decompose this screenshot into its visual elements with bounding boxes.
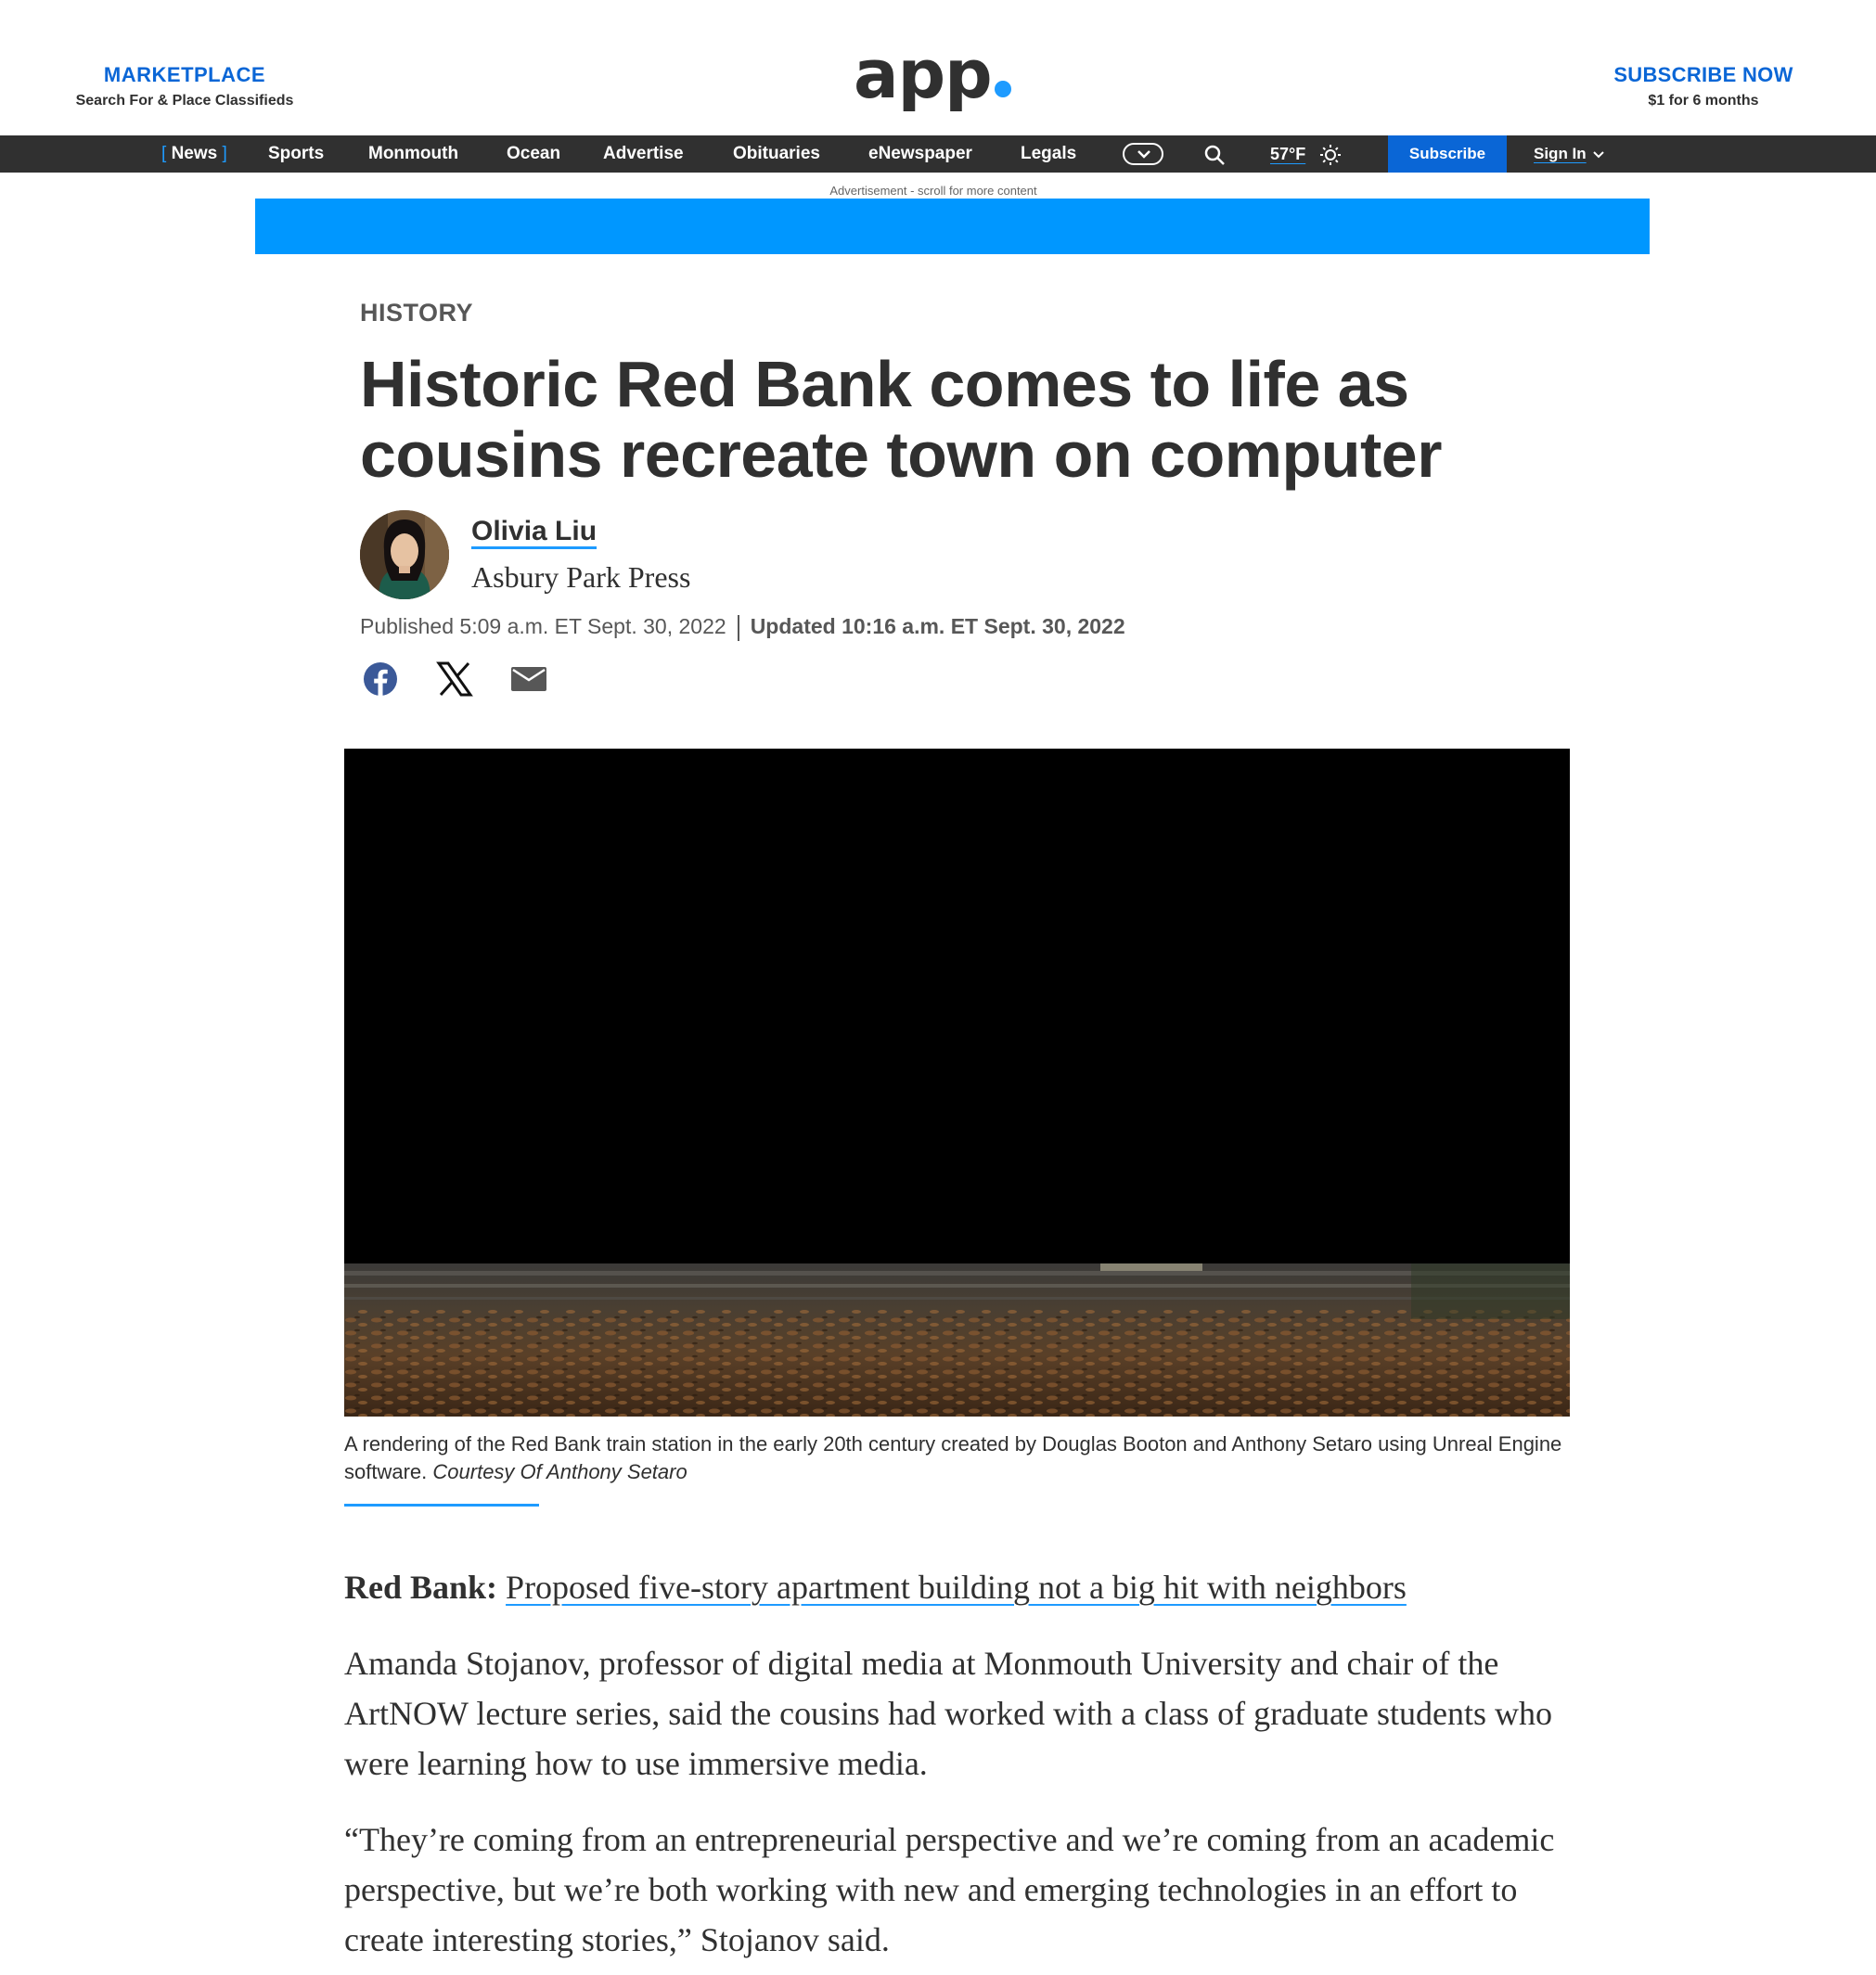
related-label: Red Bank: — [344, 1569, 498, 1606]
updated-timestamp: Updated 10:16 a.m. ET Sept. 30, 2022 — [750, 614, 1125, 638]
logo-dot — [995, 81, 1011, 97]
marketplace-title[interactable]: MARKETPLACE — [103, 63, 266, 86]
section-kicker[interactable]: HISTORY — [360, 299, 474, 327]
sun-icon — [1319, 144, 1342, 166]
author-avatar[interactable] — [360, 510, 449, 599]
share-facebook-button[interactable] — [362, 660, 399, 698]
nav-item-monmouth[interactable]: Monmouth — [368, 144, 459, 163]
nav-item-advertise[interactable]: Advertise — [603, 144, 684, 163]
weather-temp[interactable]: 57°F — [1270, 145, 1306, 163]
ad-label: Advertisement - scroll for more content — [829, 184, 1037, 198]
nav-item-legals[interactable]: Legals — [1021, 144, 1077, 163]
sign-in-button[interactable] — [1534, 135, 1605, 173]
related-article-link[interactable]: Proposed five-story apartment building not a big hit with neighbors — [506, 1569, 1407, 1606]
subscribe-now-title[interactable]: SUBSCRIBE NOW — [1613, 63, 1793, 86]
author-organization: Asbury Park Press — [471, 560, 691, 594]
subscribe-button[interactable]: Subscribe — [1388, 135, 1507, 173]
video-frame-image — [344, 1263, 1570, 1417]
x-icon — [436, 660, 473, 698]
headline: Historic Red Bank comes to life as cousins recreate town on computer — [360, 348, 1442, 491]
nav-item-news[interactable] — [161, 135, 227, 173]
video-caption — [344, 1430, 1570, 1486]
nav-item-ocean[interactable]: Ocean — [507, 144, 561, 163]
article-paragraph: Amanda Stojanov, professor of digital media at Monmouth University and chair of the ArtNOW lecture series, said the cousins had worked with a class of graduate students who were learning how to use immersive media. — [344, 1645, 1552, 1782]
related-link-paragraph — [344, 1562, 1587, 1612]
marketplace-link[interactable] — [0, 63, 369, 109]
more-menu-button[interactable] — [1123, 143, 1163, 165]
timestamp-divider — [738, 615, 739, 641]
nav-bracket-open: [ — [161, 144, 167, 163]
share-x-button[interactable] — [436, 660, 473, 698]
nav-item-label[interactable]: News — [171, 144, 218, 163]
nav-item-enewspaper[interactable]: eNewspaper — [868, 144, 972, 163]
nav-bracket-close: ] — [222, 144, 227, 163]
caption-credit: Courtesy Of Anthony Setaro — [432, 1460, 687, 1483]
chevron-down-icon — [1137, 149, 1151, 159]
search-icon — [1203, 144, 1226, 166]
site-logo[interactable] — [854, 35, 1011, 113]
ad-banner[interactable] — [255, 199, 1650, 254]
logo-text[interactable]: app — [854, 35, 992, 113]
author-name-link[interactable]: Olivia Liu — [471, 516, 597, 546]
share-email-button[interactable] — [510, 660, 547, 698]
article-paragraph: “They’re coming from an entrepreneurial perspective and we’re coming from an academic perspective, but we’re both working with new and emerging technologies in an effort to create interesting stories,” Stojanov said. — [344, 1821, 1555, 1958]
caption-divider — [344, 1504, 539, 1507]
nav-item-obituaries[interactable]: Obituaries — [733, 144, 820, 163]
chevron-down-icon — [1592, 150, 1605, 159]
video-player[interactable] — [344, 749, 1570, 1417]
nav-item-sports[interactable]: Sports — [268, 144, 325, 163]
caption-text: A rendering of the Red Bank train station in the early 20th century created by Douglas Booton and Anthony Setaro using Unreal Engine software. — [344, 1432, 1562, 1483]
sign-in-label[interactable]: Sign In — [1534, 145, 1587, 162]
search-button[interactable] — [1203, 144, 1226, 171]
weather-widget[interactable] — [1270, 135, 1305, 173]
subscribe-now-link[interactable] — [1531, 63, 1876, 109]
main-nav — [0, 135, 1876, 173]
email-icon — [510, 660, 547, 698]
published-timestamp: Published 5:09 a.m. ET Sept. 30, 2022 — [360, 614, 726, 638]
masthead — [0, 0, 1876, 135]
marketplace-subtitle[interactable]: Search For & Place Classifieds — [75, 93, 294, 109]
facebook-icon — [362, 660, 399, 698]
article-timestamps — [360, 614, 1125, 641]
subscribe-now-subtitle[interactable]: $1 for 6 months — [1648, 93, 1759, 109]
